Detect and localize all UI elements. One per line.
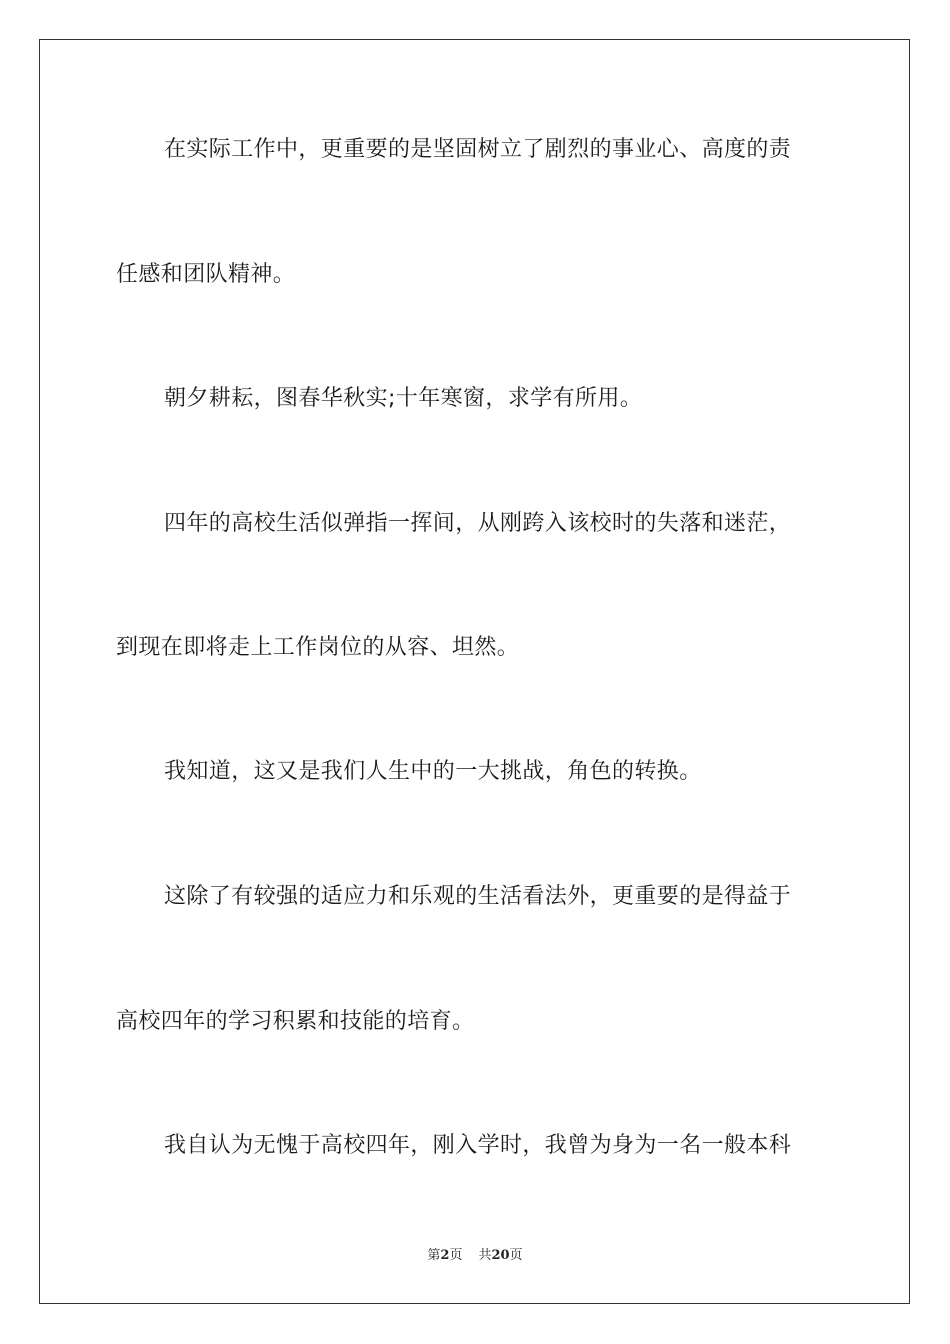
paragraph-line: 高校四年的学习积累和技能的培育。: [116, 1009, 475, 1034]
paragraph-line: 我知道，这又是我们人生中的一大挑战，角色的转换。: [164, 759, 702, 784]
total-pages: 20: [491, 1248, 510, 1263]
paragraph-line: 四年的高校生活似弹指一挥间，从刚跨入该校时的失落和迷茫，: [164, 511, 792, 536]
paragraph-line: 到现在即将走上工作岗位的从容、坦然。: [116, 635, 520, 660]
paragraph-line: 在实际工作中，更重要的是坚固树立了剧烈的事业心、高度的责: [164, 137, 792, 162]
page-prefix: 第: [427, 1248, 441, 1263]
paragraph-line: 朝夕耕耘，图春华秋实;十年寒窗，求学有所用。: [164, 386, 643, 411]
page-suffix: 页: [449, 1248, 463, 1263]
page-border: [39, 39, 910, 1304]
total-suffix: 页: [509, 1248, 523, 1263]
paragraph-line: 任感和团队精神。: [116, 262, 296, 287]
page-number: 2: [440, 1248, 450, 1263]
total-prefix: 共: [478, 1248, 492, 1263]
page-footer: [0, 1248, 950, 1264]
paragraph-line: 这除了有较强的适应力和乐观的生活看法外，更重要的是得益于: [164, 884, 792, 909]
paragraph-line: 我自认为无愧于高校四年，刚入学时，我曾为身为一名一般本科: [164, 1133, 792, 1158]
